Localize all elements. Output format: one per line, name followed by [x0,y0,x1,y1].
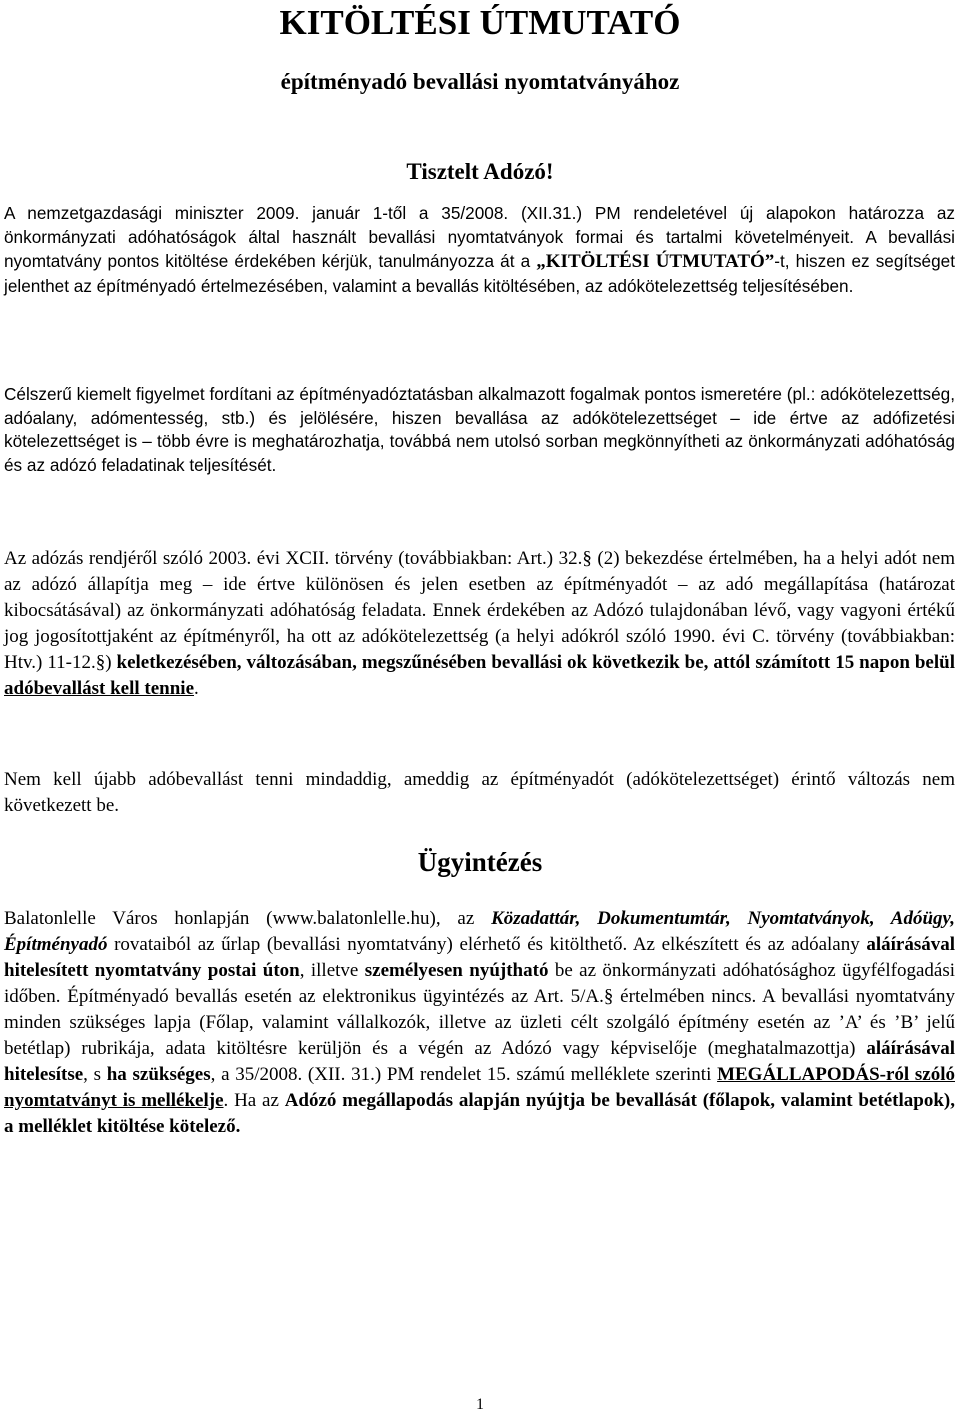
section-heading: Ügyintézés [417,847,543,877]
website-sections: Közadattár, Dokumentumtár, Nyomtatványok, Adóügy, Építményadó [4,908,955,955]
legal-paragraph [4,546,955,702]
procedure-text-13: . Ha az [223,1090,285,1111]
concepts-paragraph: Célszerű kiemelt figyelmet fordítani az építményadóztatásban alkalmazott fogalmak pontos ismeretére (pl.: adókötelezettség, adóalany, adómentesség, stb.) és jelölésére, hiszen bevallása az adókötelezettséget – ide értve az adófizetési kötelezettséget is – több évre is meghatározhatja, továbbá nem utolsó sorban megkönnyítheti az önkormányzati adóhatóság és az adózó feladatinak teljesítését. [4,384,955,475]
procedure-bold-authenticate: aláírásával hitelesítse [4,1038,955,1085]
procedure-text-3: rovataiból az űrlap (bevallási nyomtatvány) elérhető és kitölthető. Az elkészített és az adóalany [107,934,867,955]
procedure-bold-personal: személyesen nyújtható [364,960,549,981]
salutation: Tisztelt Adózó! [406,159,554,184]
document-subtitle: építményadó bevallási nyomtatványához [280,69,680,94]
procedure-text-5: , illetve [299,960,365,981]
page-number: 1 [476,1396,484,1413]
legal-text-bold: keletkezésében, változásában, megszűnésében bevallási ok következik be, attól számított 15 napon belül [116,652,955,673]
procedure-text-7: be az önkormányzati adóhatósághoz ügyfélfogadási időben. Építményadó bevallás esetén az elektronikus ügyintézés az Art. 5/A.§ értelmében nincs. A bevallási nyomtatvány minden szükséges lapja (Főlap, valamint vállalkozók, illetve az üzleti célt szolgáló építmény esetén az ’A’ és ’B’ jelű betétlap) rubrikája, adata kitöltésre kerüljön és a végén az Adózó vagy képviselője (meghatalmazottja) [4,960,955,1059]
procedure-agreement-form: MEGÁLLAPODÁS-ról szóló nyomtatványt is mellékelje [4,1064,955,1111]
procedure-bold-mandatory: Adózó megállapodás alapján nyújtja be bevallását (főlapok, valamint betétlapok), a melléklet kitöltése kötelező. [4,1090,955,1137]
intro-text-c: -t, hiszen ez segítséget jelenthet az építményadó értelmezésében, valamint a bevallás kitöltésében, az adókötelezettség teljesítésében. [4,251,956,296]
legal-text-end: . [194,678,199,699]
procedure-paragraph [4,906,955,1140]
document-title: KITÖLTÉSI ÚTMUTATÓ [279,3,681,42]
procedure-text-11: , a 35/2008. (XII. 31.) PM rendelet 15. számú melléklete szerinti [210,1064,718,1085]
intro-paragraph [4,202,955,299]
intro-guide-name: „KITÖLTÉSI ÚTMUTATÓ” [536,251,775,272]
legal-text-a: Az adózás rendjéről szóló 2003. évi XCII. törvény (továbbiakban: Art.) 32.§ (2) bekezdése értelmében, ha a helyi adót nem az adózó állapítja meg – ide értve különösen és jelen esetben az építményadót – az adó megállapítása (határozat kibocsátásával) az önkormányzati adóhatóság feladata. Ennek érdekében az Adózó tulajdonában lévő, vagy vagyoni értékű jog jogosítottjaként az építményről, ha ott az adókötelezettség (a helyi adókról szóló 1990. évi C. törvény (továbbiakban: Htv.) 11-12.§) [4,548,955,673]
legal-text-underline: adóbevallást kell tennie [4,678,195,699]
procedure-bold-if-needed: ha szükséges [106,1064,211,1085]
no-new-return-paragraph: Nem kell újabb adóbevallást tenni mindaddig, ameddig az építményadót (adókötelezettséget) érintő változás nem következett be. [4,769,955,816]
procedure-text-1: Balatonlelle Város honlapján (www.balatonlelle.hu), az [4,908,492,929]
procedure-text-9: , s [83,1064,107,1085]
intro-text-a: A nemzetgazdasági miniszter 2009. január 1-től a 35/2008. (XII.31.) PM rendeletével új alapokon határozza az önkormányzati adóhatóságok által használt bevallási nyomtatványok formai és tartalmi követelményeit. A bevallási nyomtatvány pontos kitöltése érdekében kérjük, tanulmányozza át a [4,203,955,271]
procedure-bold-signed: aláírásával hitelesített nyomtatvány postai úton [4,934,955,981]
